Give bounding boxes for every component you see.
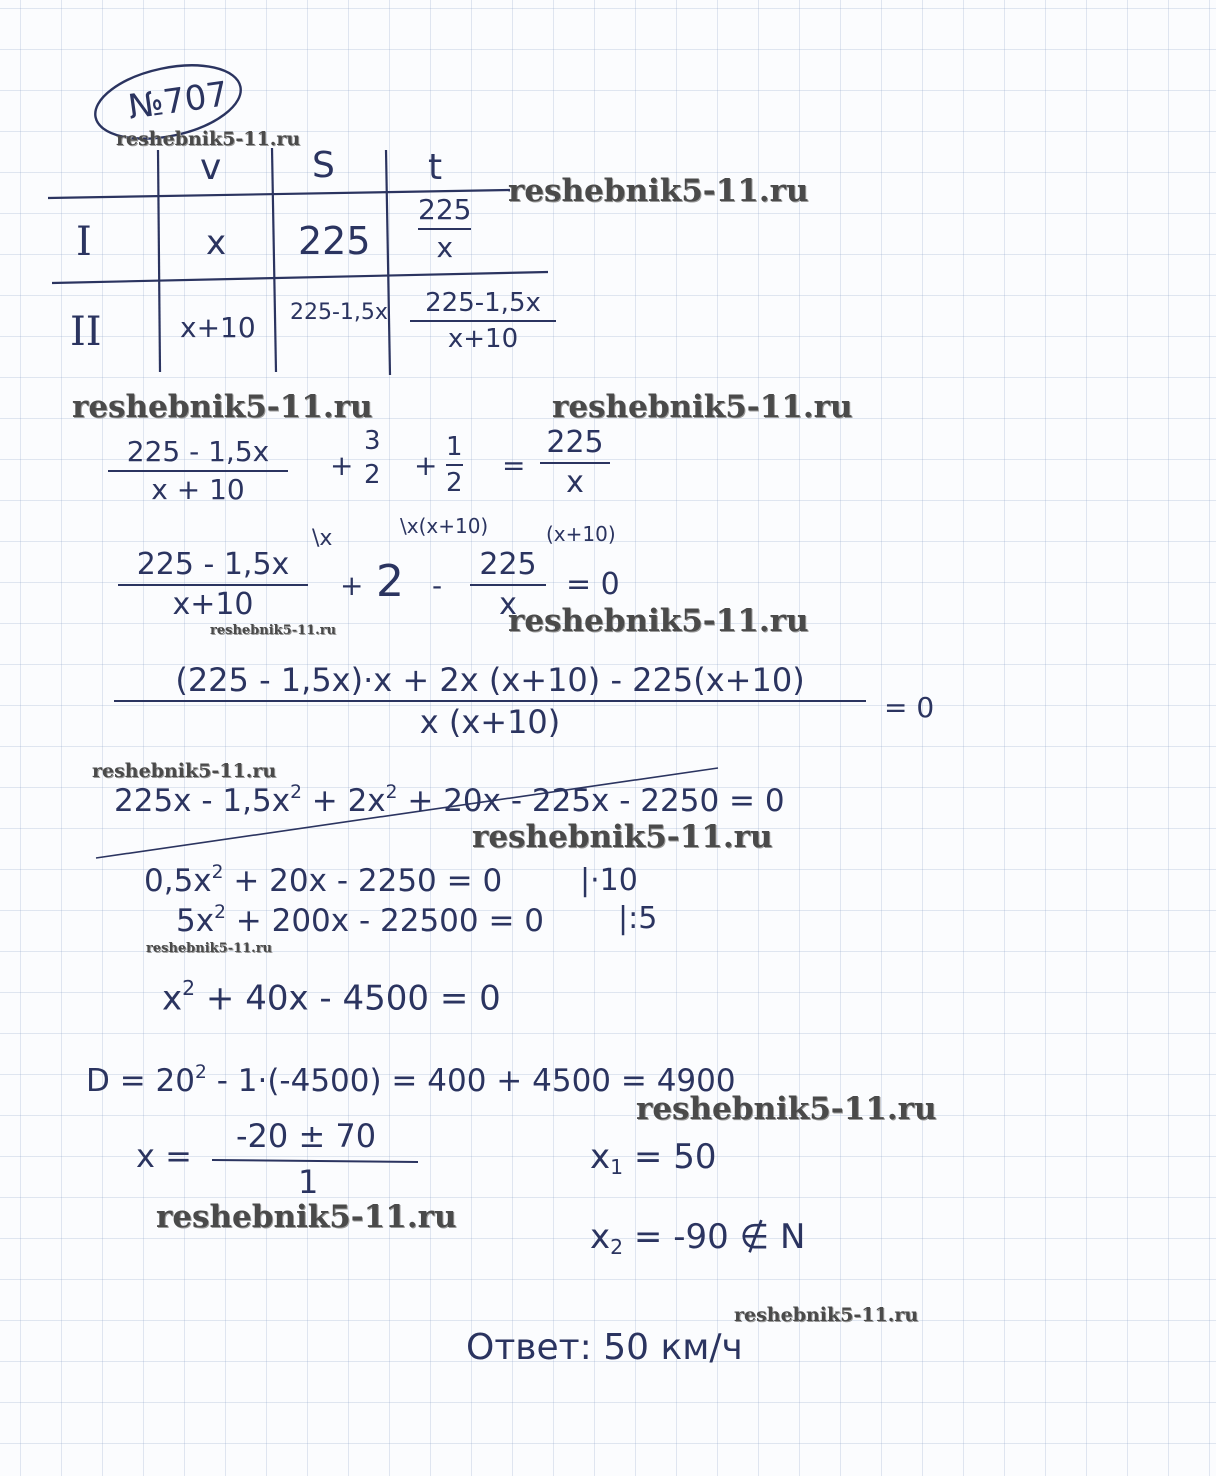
eq5: $0,5x^2 + 20x - 2250 = 0$	[144, 862, 503, 900]
eq3-frac	[114, 661, 866, 741]
eq2-frac1-factor: \x	[312, 526, 333, 551]
table-col-line-2	[272, 148, 276, 372]
root-x2-rhs: = -90 ∉ N	[623, 1217, 806, 1257]
root-x2-lhs: x	[590, 1217, 611, 1257]
eq4-post: + 20x - 225x - 2250 = 0	[397, 783, 785, 820]
root-x2	[590, 1217, 806, 1260]
table-row2-t	[410, 290, 556, 352]
discriminant-post: - 1·(-4500) = 400 + 4500 = 4900	[206, 1063, 736, 1100]
eq1-frac1	[108, 435, 288, 506]
eq4: $225x - 1,5x^2 + 2x^2 + 20x - 225x - 2250 = 0$	[114, 782, 785, 820]
eq1-op1: +	[330, 449, 354, 482]
table-row2-v: x+10	[180, 311, 256, 344]
root-x1-sub: 1	[610, 1155, 624, 1180]
discriminant: $D = 20^2 - 1\cdot(-4500) = 400 + 4500 = 4900$	[86, 1062, 736, 1100]
table-header-v: v	[200, 147, 222, 188]
watermark: reshebnik5-11.ru	[552, 389, 853, 425]
eq4-pre: 225x - 1,5x	[114, 783, 291, 820]
eq2-term2-factor: \x(x+10)	[400, 514, 489, 538]
watermark: reshebnik5-11.ru	[116, 128, 301, 150]
watermark: reshebnik5-11.ru	[156, 1199, 457, 1235]
eq5-note: |·10	[580, 863, 638, 898]
eq2-frac1-num: 225 - 1,5x	[136, 547, 290, 582]
eq6-note: |:5	[618, 901, 658, 936]
problem-number: №707	[125, 74, 231, 128]
table-row1-t	[418, 193, 472, 264]
table-row1-s: 225	[298, 219, 371, 263]
root-formula-lhs: x =	[136, 1137, 192, 1175]
table-col-line-3	[386, 150, 390, 375]
eq3-num: (225 - 1,5x)·x + 2x (x+10) - 225(x+10)	[175, 661, 805, 699]
root-formula-num: -20 ± 70	[236, 1117, 377, 1155]
eq1-frac4	[540, 425, 610, 500]
eq5-pre: 0,5x	[144, 863, 212, 900]
watermark: reshebnik5-11.ru	[508, 603, 809, 639]
eq1-frac3-num: 1	[446, 432, 463, 462]
eq2-frac3-num: 225	[479, 547, 537, 582]
table-header-t: t	[428, 147, 443, 188]
table-row2-label: II	[70, 309, 102, 355]
watermark: reshebnik5-11.ru	[636, 1091, 937, 1127]
eq1-frac1-num: 225 - 1,5x	[126, 435, 270, 468]
root-formula-den: 1	[298, 1163, 319, 1201]
eq6: $5x^2 + 200x - 22500 = 0$	[176, 902, 545, 940]
eq2-frac3-den: x	[470, 584, 546, 620]
table-header-s: S	[312, 145, 335, 186]
eq2-rhs: = 0	[566, 567, 620, 602]
eq1-frac2-num: 3	[364, 426, 381, 456]
table-row1-label: I	[76, 219, 92, 265]
eq4-mid: + 2x	[301, 783, 386, 820]
eq1-frac4-num: 225	[546, 425, 604, 460]
root-x2-sub: 2	[610, 1235, 624, 1260]
eq1-frac4-den: x	[540, 462, 610, 498]
table-row2-t-den: x+10	[410, 320, 556, 352]
table-row2-t-num: 225-1,5x	[425, 288, 541, 318]
eq6-pre: 5x	[176, 903, 215, 940]
eq3-den: x (x+10)	[114, 700, 866, 738]
eq2-frac1	[118, 547, 308, 622]
watermark: reshebnik5-11.ru	[72, 389, 373, 425]
eq7-post: + 40x - 4500 = 0	[195, 978, 501, 1019]
root-fraction-bar	[212, 1160, 418, 1162]
eq2-frac1-den: x+10	[118, 584, 308, 620]
table-row2-s: 225-1,5x	[290, 300, 388, 325]
eq1-frac1-den: x + 10	[108, 470, 288, 504]
eq5-post: + 20x - 2250 = 0	[223, 863, 503, 900]
eq1-op2: +	[414, 449, 438, 482]
root-x1-rhs: = 50	[623, 1137, 717, 1177]
table-row1-t-den: x	[418, 228, 471, 262]
eq1-frac3-den: 2	[446, 464, 463, 496]
eq1-frac2-den: 2	[364, 460, 381, 490]
answer: Ответ: 50 км/ч	[466, 1327, 743, 1368]
watermark: reshebnik5-11.ru	[146, 941, 273, 956]
watermark: reshebnik5-11.ru	[92, 760, 277, 782]
eq7-pre: x	[162, 978, 183, 1019]
table-col-line-1	[158, 150, 160, 372]
watermark: reshebnik5-11.ru	[734, 1304, 919, 1326]
eq2-op1: +	[340, 569, 364, 602]
eq6-post: + 200x - 22500 = 0	[225, 903, 545, 940]
eq1-equals: =	[502, 449, 526, 482]
root-x1	[590, 1137, 717, 1180]
eq1-frac3	[446, 434, 463, 496]
table-row1-t-num: 225	[418, 193, 472, 226]
eq2-frac3-factor: (x+10)	[546, 522, 616, 546]
eq3-rhs: = 0	[884, 691, 935, 724]
discriminant-pre: D = 20	[86, 1063, 195, 1100]
eq1-frac2	[364, 428, 381, 488]
watermark: reshebnik5-11.ru	[508, 173, 809, 209]
watermark: reshebnik5-11.ru	[210, 623, 337, 638]
eq2-term2: 2	[376, 556, 404, 607]
watermark: reshebnik5-11.ru	[472, 819, 773, 855]
eq7: $x^2 + 40x - 4500 = 0$	[162, 976, 501, 1019]
table-row-line	[52, 272, 548, 283]
table-row1-v: x	[206, 223, 227, 263]
eq2-op2: -	[432, 569, 443, 602]
root-x1-lhs: x	[590, 1137, 611, 1177]
